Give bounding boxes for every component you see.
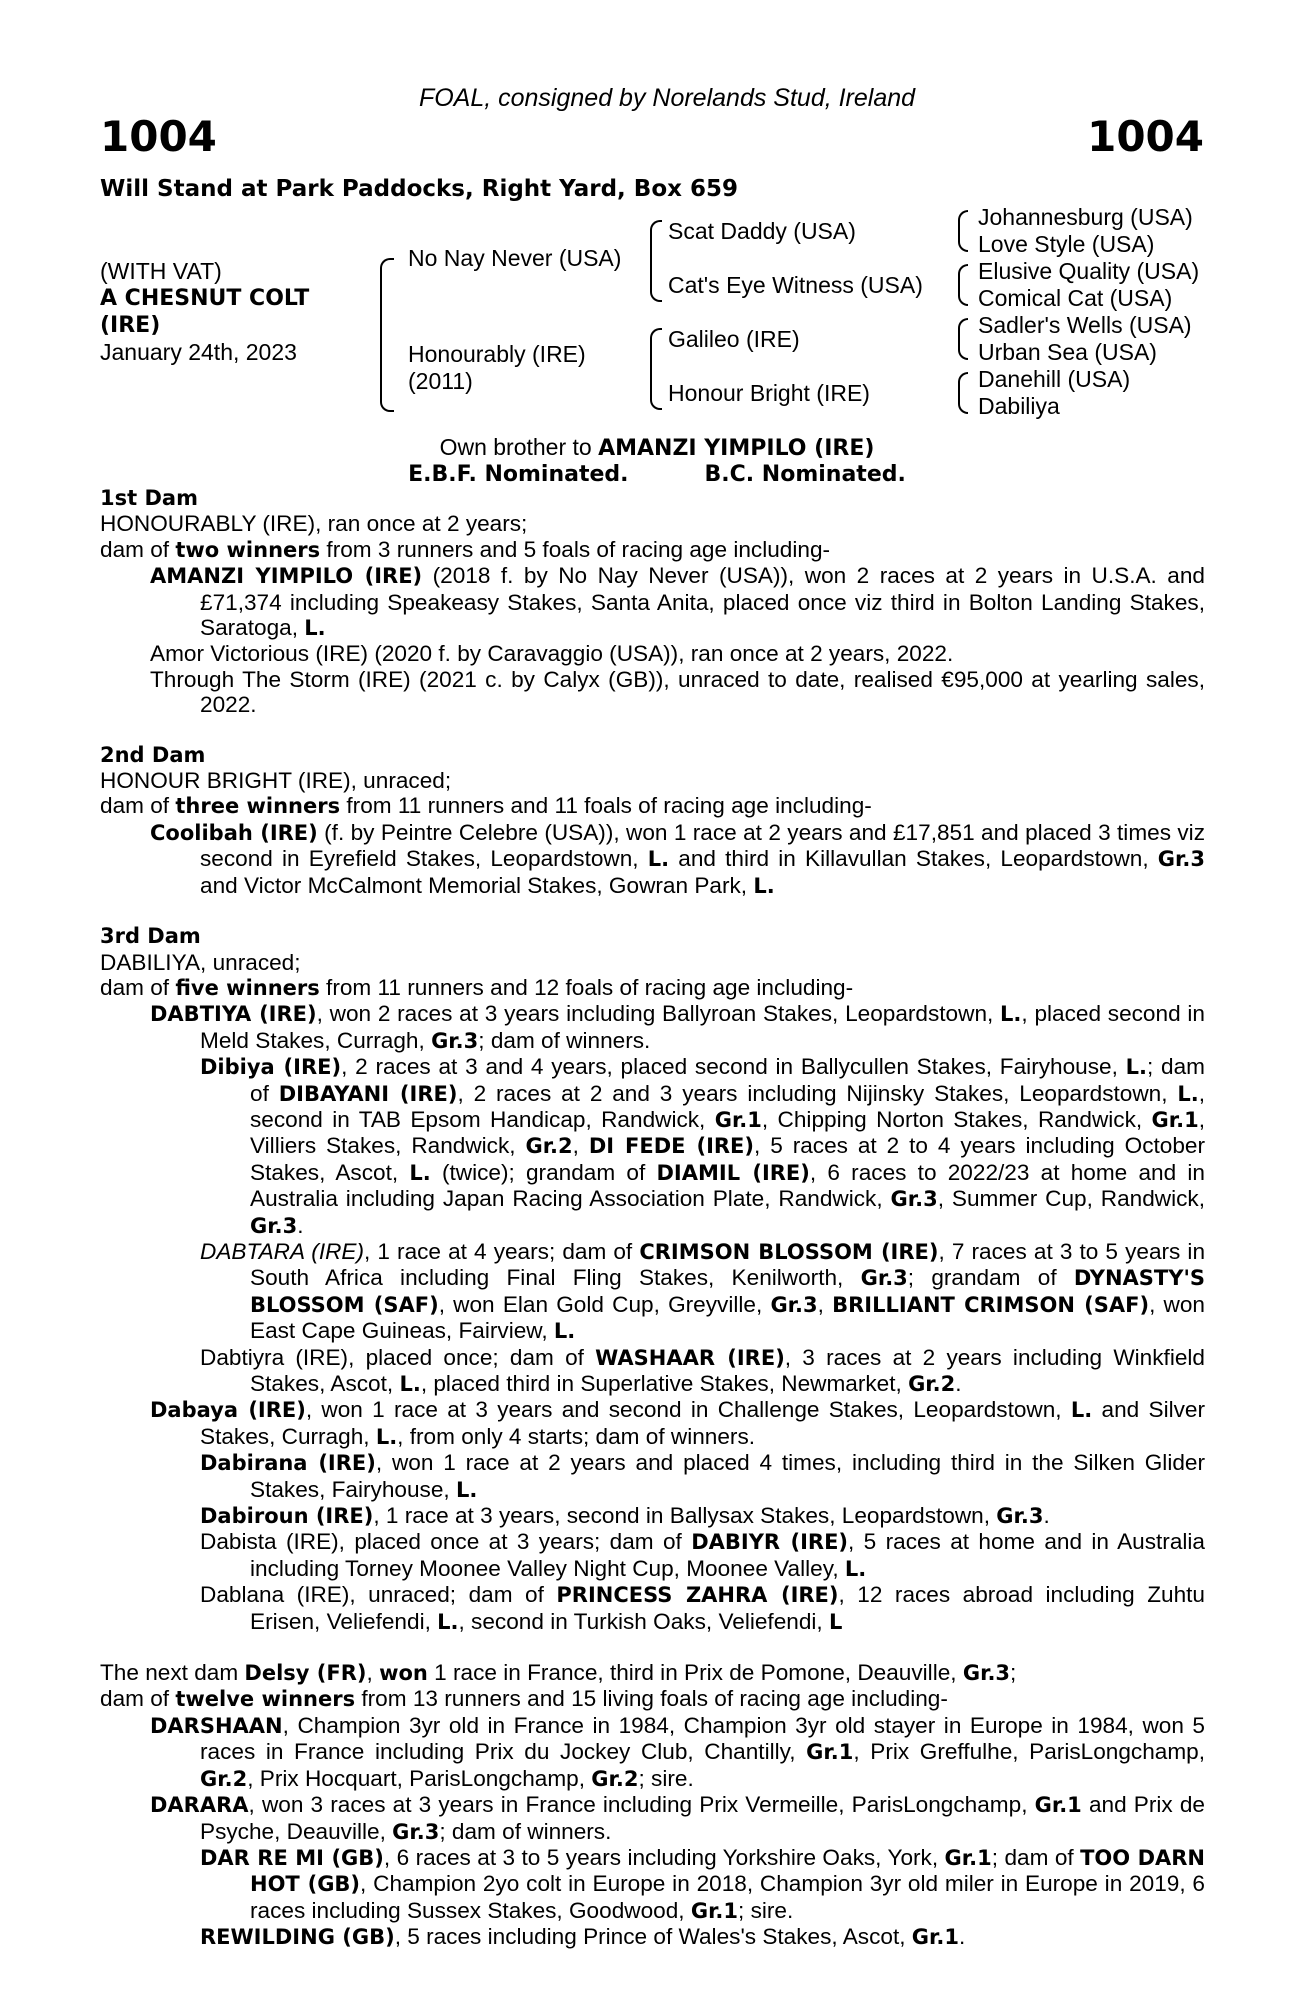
produce-entry: Dabtiyra (IRE), placed once; dam of WASHAAR (IRE), 3 races at 2 years including Winkfield Stakes, Ascot, L., placed third in Superlative Stakes, Newmarket, Gr.2. — [200, 1344, 1205, 1396]
lot-name-line1: A CHESNUT COLT — [100, 286, 310, 311]
produce-entry: Dablana (IRE), unraced; dam of PRINCESS ZAHRA (IRE), 12 races abroad including Zuhtu Erisen, Veliefendi, L., second in Turkish Oaks, Veliefendi, L — [200, 1582, 1205, 1634]
third-dam-produce: dam of five winners from 11 runners and 12 foals of racing age including- — [100, 974, 854, 1000]
gg-7: Danehill (USA) — [978, 366, 1131, 392]
lot-number-left: 1004 — [100, 112, 217, 161]
third-dam-heading: 3rd Dam — [100, 924, 201, 949]
produce-entry: Through The Storm (IRE) (2021 c. by Calyx (GB)), unraced to date, realised €95,000 at yearling sales, 2022. — [150, 666, 1205, 718]
next-dam-produce: dam of twelve winners from 13 runners and 15 living foals of racing age including- — [100, 1686, 948, 1712]
consignor-line: FOAL, consigned by Norelands Stud, Ireland — [418, 84, 916, 112]
nominations — [0, 460, 1314, 488]
sire-brace — [650, 220, 662, 302]
produce-entry: REWILDING (GB), 5 races including Prince of Wales's Stakes, Ascot, Gr.1. — [200, 1924, 966, 1950]
dam-sire: Galileo (IRE) — [668, 326, 800, 352]
foaling-date: January 24th, 2023 — [100, 339, 297, 365]
produce-entry: Dabirana (IRE), won 1 race at 2 years and placed 4 times, including third in the Silken Glider Stakes, Fairyhouse, L. — [200, 1450, 1205, 1502]
produce-entry: DARARA, won 3 races at 3 years in France including Prix Vermeille, ParisLongchamp, Gr.1 and Prix de Psyche, Deauville, Gr.3; dam of winners. — [150, 1792, 1205, 1844]
gg-2: Love Style (USA) — [978, 231, 1155, 257]
first-dam-heading: 1st Dam — [100, 486, 198, 510]
gg-6: Urban Sea (USA) — [978, 339, 1157, 365]
dam-name-line2: (2011) — [408, 368, 473, 394]
lot-name-line2: (IRE) — [100, 313, 161, 338]
gg-1: Johannesburg (USA) — [978, 204, 1193, 230]
gg-4: Comical Cat (USA) — [978, 285, 1173, 311]
produce-entry: Coolibah (IRE) (f. by Peintre Celebre (USA)), won 1 race at 2 years and £17,851 and placed 3 times viz second in Eyrefield Stakes, Leopardstown, L. and third in Killavullan Stakes, Leopardstown, Gr.3 and Victor McCalmont Memorial Stakes, Gowran Park, L. — [150, 819, 1206, 898]
stand-location: Will Stand at Park Paddocks, Right Yard, Box 659 — [100, 176, 738, 202]
produce-entry: Dibiya (IRE), 2 races at 3 and 4 years, placed second in Ballycullen Stakes, Fairyhouse, L.; dam of DIBAYANI (IRE), 2 races at 2 and 3 years including Nijinsky Stakes, Leopardstown, L., second in TAB Epsom Handicap, Randwick, Gr.1, Chipping Norton Stakes, Randwick, Gr.1, Villiers Stakes, Randwick, Gr.2, DI FEDE (IRE), 5 races at 2 to 4 years including October Stakes, Ascot, L. (twice); grandam of DIAMIL (IRE), 6 races to 2022/23 at home and in Australia including Japan Racing Association Plate, Randwick, Gr.3, Summer Cup, Randwick, Gr.3. — [200, 1054, 1205, 1238]
ebf-nominated: E.B.F. Nominated. — [408, 462, 629, 487]
catalogue-body — [100, 486, 1205, 1951]
third-dam-line: DABILIYA, unraced; — [100, 949, 301, 975]
bc-nominated: B.C. Nominated. — [704, 462, 906, 487]
second-dam-line: HONOUR BRIGHT (IRE), unraced; — [100, 768, 452, 794]
first-dam-line: HONOURABLY (IRE), ran once at 2 years; — [100, 511, 528, 537]
sire-sire: Scat Daddy (USA) — [668, 218, 856, 244]
produce-entry: Dabaya (IRE), won 1 race at 3 years and second in Challenge Stakes, Leopardstown, L. and Silver Stakes, Curragh, L., from only 4 starts; dam of winners. — [150, 1397, 1205, 1449]
g-brace-2 — [958, 264, 968, 306]
lot-number-right: 1004 — [1087, 112, 1204, 161]
produce-entry: DABTARA (IRE), 1 race at 4 years; dam of CRIMSON BLOSSOM (IRE), 7 races at 3 to 5 years in South Africa including Final Fling Stakes, Kenilworth, Gr.3; grandam of DYNASTY'S BLOSSOM (SAF), won Elan Gold Cup, Greyville, Gr.3, BRILLIANT CRIMSON (SAF), won East Cape Guineas, Fairview, L. — [200, 1238, 1206, 1344]
gg-8: Dabiliya — [978, 393, 1060, 419]
pedigree-brace — [380, 258, 394, 412]
next-dam-line: The next dam Delsy (FR), won 1 race in France, third in Prix de Pomone, Deauville, Gr.3; — [100, 1660, 1017, 1686]
dam-dam: Honour Bright (IRE) — [668, 380, 870, 406]
gg-3: Elusive Quality (USA) — [978, 258, 1200, 284]
first-dam-produce: dam of two winners from 3 runners and 5 foals of racing age including- — [100, 536, 831, 562]
vat-note: (WITH VAT) — [100, 258, 222, 284]
sire-dam: Cat's Eye Witness (USA) — [668, 272, 923, 298]
dam-brace — [650, 328, 662, 410]
produce-entry: Dabista (IRE), placed once at 3 years; dam of DABIYR (IRE), 5 races at home and in Australia including Torney Moonee Valley Night Cup, Moonee Valley, L. — [200, 1529, 1205, 1581]
sire-name: No Nay Never (USA) — [408, 245, 622, 271]
produce-entry: Amor Victorious (IRE) (2020 f. by Caravaggio (USA)), ran once at 2 years, 2022. — [150, 641, 954, 667]
produce-entry: Dabiroun (IRE), 1 race at 3 years, second in Ballysax Stakes, Leopardstown, Gr.3. — [200, 1503, 1050, 1529]
g-brace-3 — [958, 318, 968, 360]
own-brother-note: Own brother to AMANZI YIMPILO (IRE) — [439, 434, 875, 461]
second-dam-produce: dam of three winners from 11 runners and 11 foals of racing age including- — [100, 793, 872, 819]
gg-5: Sadler's Wells (USA) — [978, 312, 1192, 338]
g-brace-4 — [958, 372, 968, 414]
second-dam-heading: 2nd Dam — [100, 742, 206, 767]
produce-entry: DAR RE MI (GB), 6 races at 3 to 5 years including Yorkshire Oaks, York, Gr.1; dam of TOO DARN HOT (GB), Champion 2yo colt in Europe in 2018, Champion 3yr old miler in Europe in 2019, 6 races including Sussex Stakes, Goodwood, Gr.1; sire. — [200, 1844, 1206, 1923]
g-brace-1 — [958, 210, 968, 252]
dam-name-line1: Honourably (IRE) — [408, 341, 586, 367]
produce-entry: AMANZI YIMPILO (IRE) (2018 f. by No Nay Never (USA)), won 2 races at 2 years in U.S.A. and £71,374 including Speakeasy Stakes, Santa Anita, placed once viz third in Bolton Landing Stakes, Saratoga, L. — [150, 563, 1205, 641]
produce-entry: DABTIYA (IRE), won 2 races at 3 years including Ballyroan Stakes, Leopardstown, L., placed second in Meld Stakes, Curragh, Gr.3; dam of winners. — [150, 1001, 1205, 1053]
produce-entry: DARSHAAN, Champion 3yr old in France in 1984, Champion 3yr old stayer in Europe in 1984, won 5 races in France including Prix du Jockey Club, Chantilly, Gr.1, Prix Greffulhe, ParisLongchamp, Gr.2, Prix Hocquart, ParisLongchamp, Gr.2; sire. — [150, 1712, 1206, 1791]
